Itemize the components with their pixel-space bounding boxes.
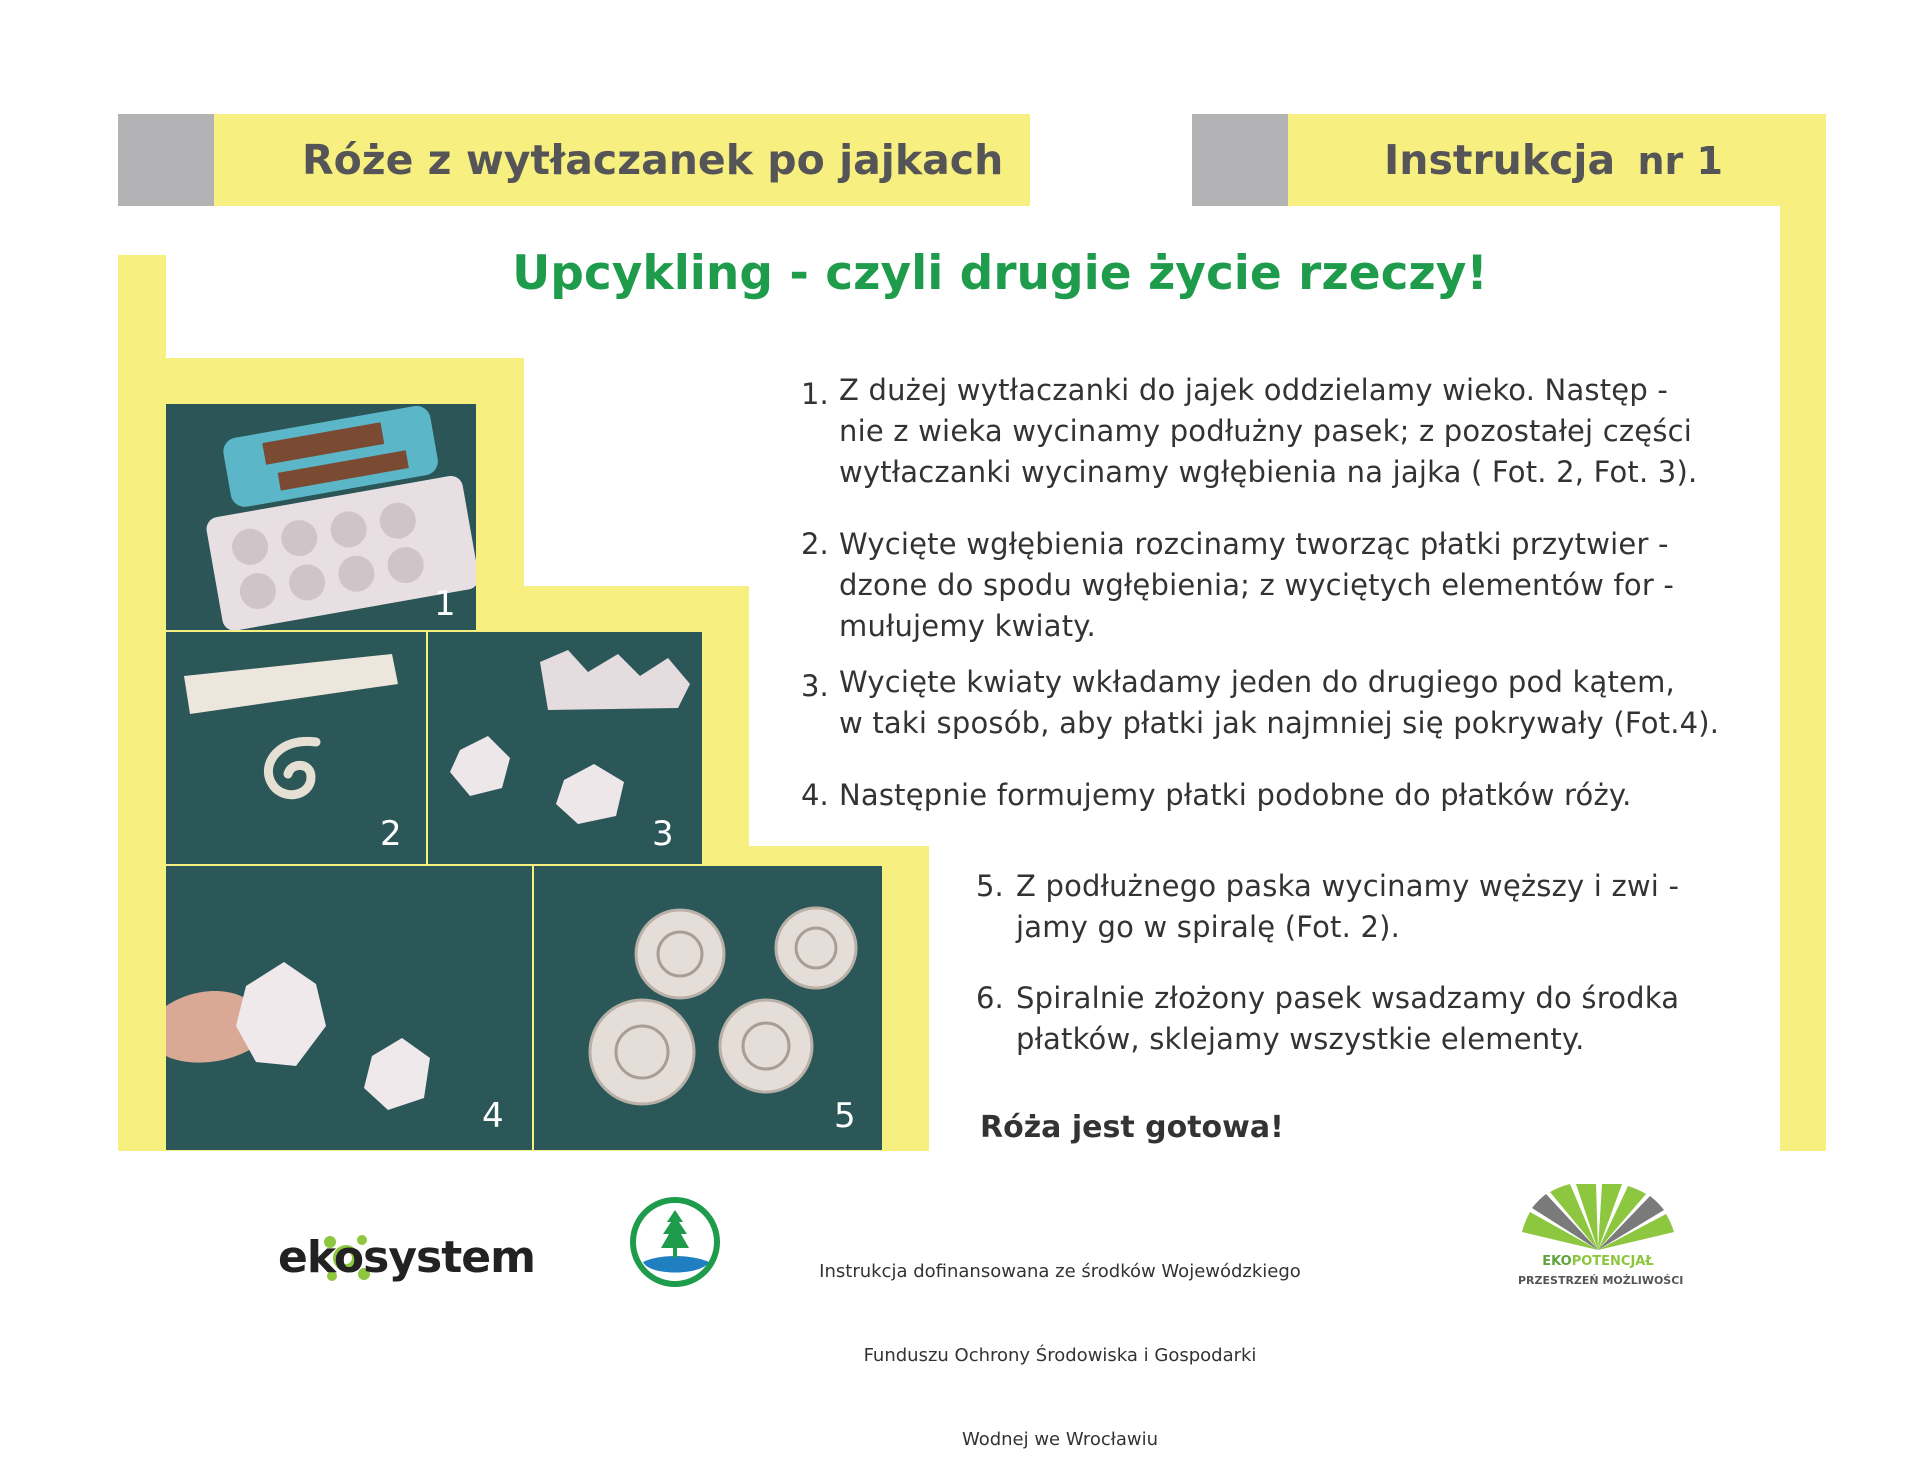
step-4 (801, 775, 1632, 816)
step-line: mułujemy kwiaty. (839, 609, 1096, 643)
potencjal-word: POTENCJAŁ (1571, 1254, 1654, 1269)
photo-number: 2 (380, 814, 402, 854)
ekopotencjal-tagline: PRZESTRZEŃ MOŻLIWOŚCI (1518, 1274, 1684, 1287)
step-2 (801, 524, 1674, 647)
eko-word: EKO (1542, 1254, 1572, 1269)
step-6 (976, 978, 1679, 1060)
funding-note (810, 1202, 1310, 1482)
step-number: 3. (801, 669, 829, 703)
step-3 (801, 662, 1719, 744)
ekopotencjal-name (1518, 1254, 1678, 1269)
tree-emblem-icon (629, 1196, 721, 1288)
step-line: Następnie formujemy płatki podobne do płatków róży. (839, 778, 1632, 812)
flower-forming-illustration (166, 866, 532, 1150)
ekosystem-logo (278, 1228, 535, 1288)
step-number: 6. (976, 981, 1004, 1015)
closing-text: Róża jest gotowa! (980, 1110, 1284, 1145)
step-1 (801, 370, 1697, 493)
step-line: jamy go w spiralę (Fot. 2). (1016, 910, 1401, 944)
photo-1-egg-carton (166, 404, 476, 630)
step-number: 2. (801, 527, 829, 561)
funding-line: Funduszu Ochrony Środowiska i Gospodarki (863, 1345, 1257, 1366)
step-line: Wycięte wgłębienia rozcinamy tworząc płatki przytwier - (839, 527, 1669, 561)
photo-number: 4 (482, 1096, 504, 1136)
step-line: płatków, sklejamy wszystkie elementy. (1016, 1022, 1585, 1056)
instruction-word: Instrukcja (1384, 136, 1616, 184)
instruction-number: nr 1 (1637, 139, 1723, 183)
sunburst-icon (1518, 1184, 1678, 1250)
step-line: nie z wieka wycinamy podłużny pasek; z pozostałej części (839, 414, 1693, 448)
ekosystem-wordmark: ekosystem (278, 1232, 535, 1283)
photo-number: 3 (652, 814, 674, 854)
subtitle: Upcykling - czyli drugie życie rzeczy! (512, 246, 1488, 301)
step-number: 5. (976, 869, 1004, 903)
photo-3-cut-cups (428, 632, 702, 864)
frame-left-strip (118, 255, 166, 1151)
egg-carton-illustration (166, 404, 476, 630)
step-line: Z dużej wytłaczanki do jajek oddzielamy wieko. Następ - (839, 373, 1669, 407)
photo-2-strip-spiral (166, 632, 426, 864)
photo-number: 1 (434, 584, 456, 624)
step-5 (976, 866, 1679, 948)
page-title: Róże z wytłaczanek po jajkach (302, 136, 1004, 184)
step-number: 4. (801, 778, 829, 812)
funding-line: Wodnej we Wrocławiu (961, 1429, 1159, 1450)
step-line: Z podłużnego paska wycinamy węższy i zwi - (1016, 869, 1680, 903)
step-line: w taki sposób, aby płatki jak najmniej się pokrywały (Fot.4). (839, 706, 1720, 740)
step-line: Spiralnie złożony pasek wsadzamy do środka (1016, 981, 1680, 1015)
ekopotencjal-logo (1518, 1184, 1684, 1296)
wfosigw-logo (629, 1196, 721, 1288)
roses-illustration (534, 866, 882, 1150)
photo-5-finished-roses (534, 866, 882, 1150)
photo-number: 5 (834, 1096, 856, 1136)
step-number: 1. (801, 377, 829, 411)
instruction-label (1384, 114, 1723, 207)
header-right-gray-block (1192, 114, 1288, 206)
photo-4-flower-forming (166, 866, 532, 1150)
step-line: Wycięte kwiaty wkładamy jeden do drugiego pod kątem, (839, 665, 1675, 699)
header-left-gray-block (118, 114, 214, 206)
header-left-bar (214, 114, 1030, 206)
funding-line: Instrukcja dofinansowana ze środków Wojewódzkiego (819, 1261, 1301, 1282)
frame-right-strip (1780, 206, 1826, 1151)
header-right-bar (1288, 114, 1826, 206)
step-line: dzone do spodu wgłębienia; z wyciętych elementów for - (839, 568, 1675, 602)
step-line: wytłaczanki wycinamy wgłębienia na jajka ( Fot. 2, Fot. 3). (839, 455, 1698, 489)
